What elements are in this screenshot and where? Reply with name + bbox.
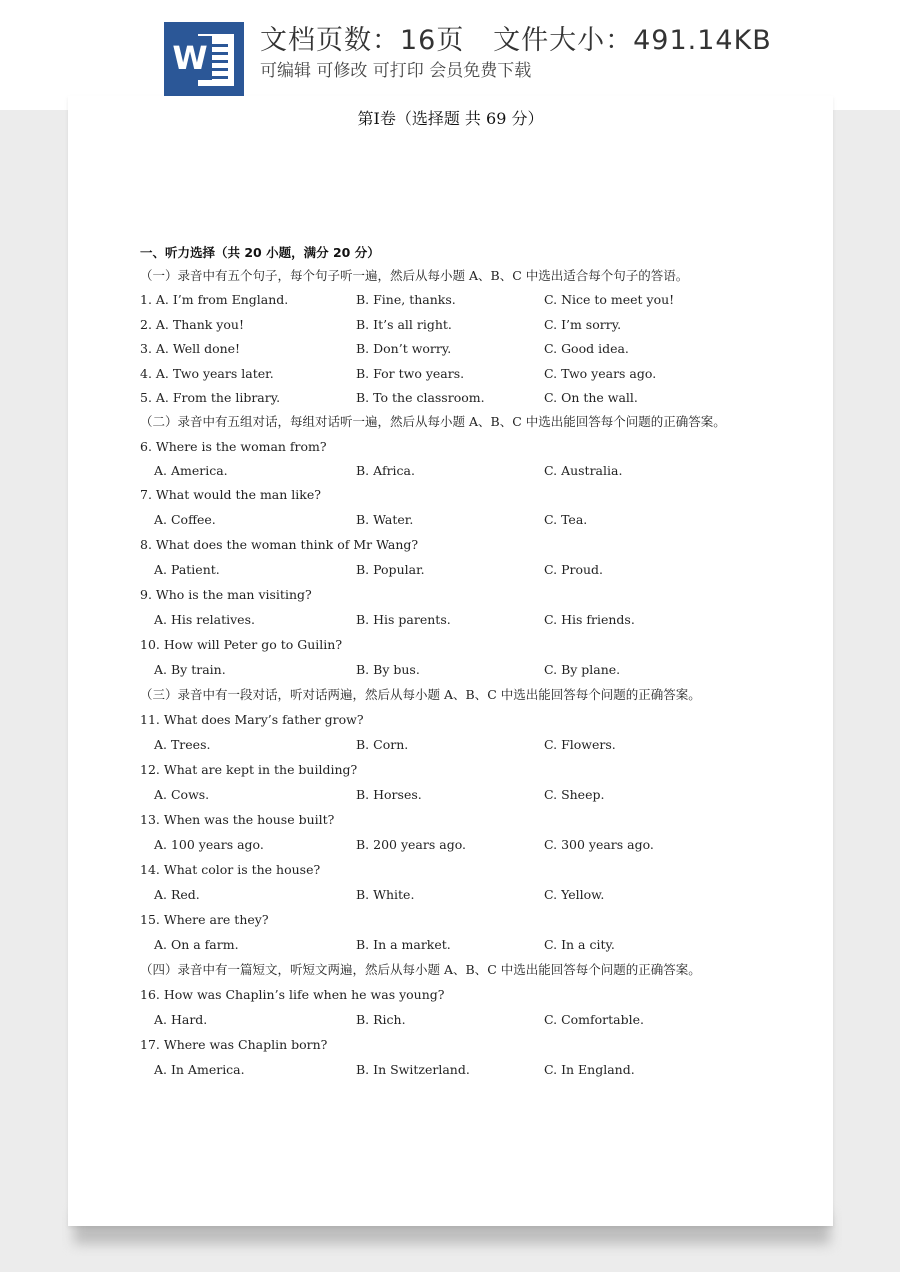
question: 13. When was the house built? — [140, 812, 335, 827]
option-c: C. Sheep. — [544, 787, 605, 802]
question: 14. What color is the house? — [140, 862, 321, 877]
list-item — [140, 388, 780, 408]
option-a: A. His relatives. — [154, 612, 255, 627]
download-banner — [0, 0, 900, 110]
option-b: B. For two years. — [356, 366, 465, 381]
option-b: B. Water. — [356, 512, 414, 527]
option-b: B. It’s all right. — [356, 317, 452, 332]
option-a: 5. A. From the library. — [140, 390, 281, 405]
option-a: 2. A. Thank you! — [140, 317, 244, 332]
option-b: B. Popular. — [356, 562, 425, 577]
list-item — [140, 290, 780, 310]
question: 7. What would the man like? — [140, 487, 321, 502]
option-a: A. On a farm. — [154, 937, 239, 952]
list-item — [140, 461, 780, 481]
option-c: C. Comfortable. — [544, 1012, 644, 1027]
option-c: C. Nice to meet you! — [544, 292, 675, 307]
question: 6. Where is the woman from? — [140, 439, 327, 454]
question: 16. How was Chaplin’s life when he was young? — [140, 987, 445, 1002]
option-c: C. His friends. — [544, 612, 635, 627]
file-info-title: 文档页数：16页 文件大小：491.14KB — [260, 25, 772, 56]
list-item — [140, 510, 780, 530]
option-a: A. By train. — [154, 662, 226, 677]
question: 15. Where are they? — [140, 912, 269, 927]
file-features: 可编辑 可修改 可打印 会员免费下载 — [260, 61, 532, 81]
option-c: C. Proud. — [544, 562, 604, 577]
option-c: C. In a city. — [544, 937, 615, 952]
option-a: A. America. — [154, 463, 228, 478]
option-c: C. In England. — [544, 1062, 635, 1077]
option-c: C. Tea. — [544, 512, 588, 527]
question: 10. How will Peter go to Guilin? — [140, 637, 343, 652]
option-a: A. Patient. — [154, 562, 220, 577]
part-3-instruction: （三）录音中有一段对话，听对话两遍，然后从每小题 A、B、C 中选出能回答每个问题的正确答案。 — [140, 687, 701, 702]
question: 9. Who is the man visiting? — [140, 587, 312, 602]
option-c: C. Yellow. — [544, 887, 605, 902]
part-4-instruction: （四）录音中有一篇短文，听短文两遍，然后从每小题 A、B、C 中选出能回答每个问题的正确答案。 — [140, 962, 701, 977]
option-a: A. 100 years ago. — [154, 837, 264, 852]
list-item — [140, 610, 780, 630]
list-item — [140, 339, 780, 359]
option-b: B. His parents. — [356, 612, 451, 627]
option-c: C. Australia. — [544, 463, 623, 478]
option-c: C. I’m sorry. — [544, 317, 622, 332]
part-2-instruction: （二）录音中有五组对话，每组对话听一遍，然后从每小题 A、B、C 中选出能回答每个问题的正确答案。 — [140, 414, 726, 429]
option-b: B. Rich. — [356, 1012, 406, 1027]
option-b: B. To the classroom. — [356, 390, 485, 405]
option-b: B. Corn. — [356, 737, 409, 752]
option-c: C. On the wall. — [544, 390, 638, 405]
part-1-instruction: （一）录音中有五个句子，每个句子听一遍，然后从每小题 A、B、C 中选出适合每个句子的答语。 — [140, 268, 689, 283]
list-item — [140, 885, 780, 905]
question: 11. What does Mary’s father grow? — [140, 712, 364, 727]
option-b: B. Fine, thanks. — [356, 292, 456, 307]
question: 12. What are kept in the building? — [140, 762, 358, 777]
option-a: A. Red. — [154, 887, 200, 902]
option-c: C. By plane. — [544, 662, 621, 677]
list-item — [140, 785, 780, 805]
question: 17. Where was Chaplin born? — [140, 1037, 328, 1052]
word-letter: W — [168, 36, 212, 80]
list-item — [140, 735, 780, 755]
option-a: 1. A. I’m from England. — [140, 292, 289, 307]
option-a: A. Coffee. — [154, 512, 216, 527]
list-item — [140, 560, 780, 580]
option-b: B. White. — [356, 887, 415, 902]
option-b: B. By bus. — [356, 662, 420, 677]
option-a: 4. A. Two years later. — [140, 366, 274, 381]
option-c: C. Good idea. — [544, 341, 629, 356]
option-b: B. Don’t worry. — [356, 341, 452, 356]
option-b: B. In a market. — [356, 937, 451, 952]
option-b: B. 200 years ago. — [356, 837, 466, 852]
option-b: B. Africa. — [356, 463, 415, 478]
option-c: C. Two years ago. — [544, 366, 657, 381]
option-a: A. In America. — [154, 1062, 245, 1077]
question: 8. What does the woman think of Mr Wang? — [140, 537, 419, 552]
option-b: B. In Switzerland. — [356, 1062, 470, 1077]
list-item — [140, 364, 780, 384]
option-a: 3. A. Well done! — [140, 341, 241, 356]
list-item — [140, 660, 780, 680]
list-item — [140, 935, 780, 955]
option-a: A. Cows. — [154, 787, 210, 802]
list-item — [140, 835, 780, 855]
option-a: A. Trees. — [154, 737, 211, 752]
section-heading: 一、听力选择（共 20 小题，满分 20 分） — [140, 245, 380, 260]
option-c: C. Flowers. — [544, 737, 616, 752]
paper-title: 第Ⅰ卷（选择题 共 69 分） — [357, 109, 544, 128]
word-document-icon — [164, 22, 244, 96]
option-c: C. 300 years ago. — [544, 837, 654, 852]
list-item — [140, 1060, 780, 1080]
option-b: B. Horses. — [356, 787, 422, 802]
list-item — [140, 315, 780, 335]
option-a: A. Hard. — [154, 1012, 208, 1027]
list-item — [140, 1010, 780, 1030]
